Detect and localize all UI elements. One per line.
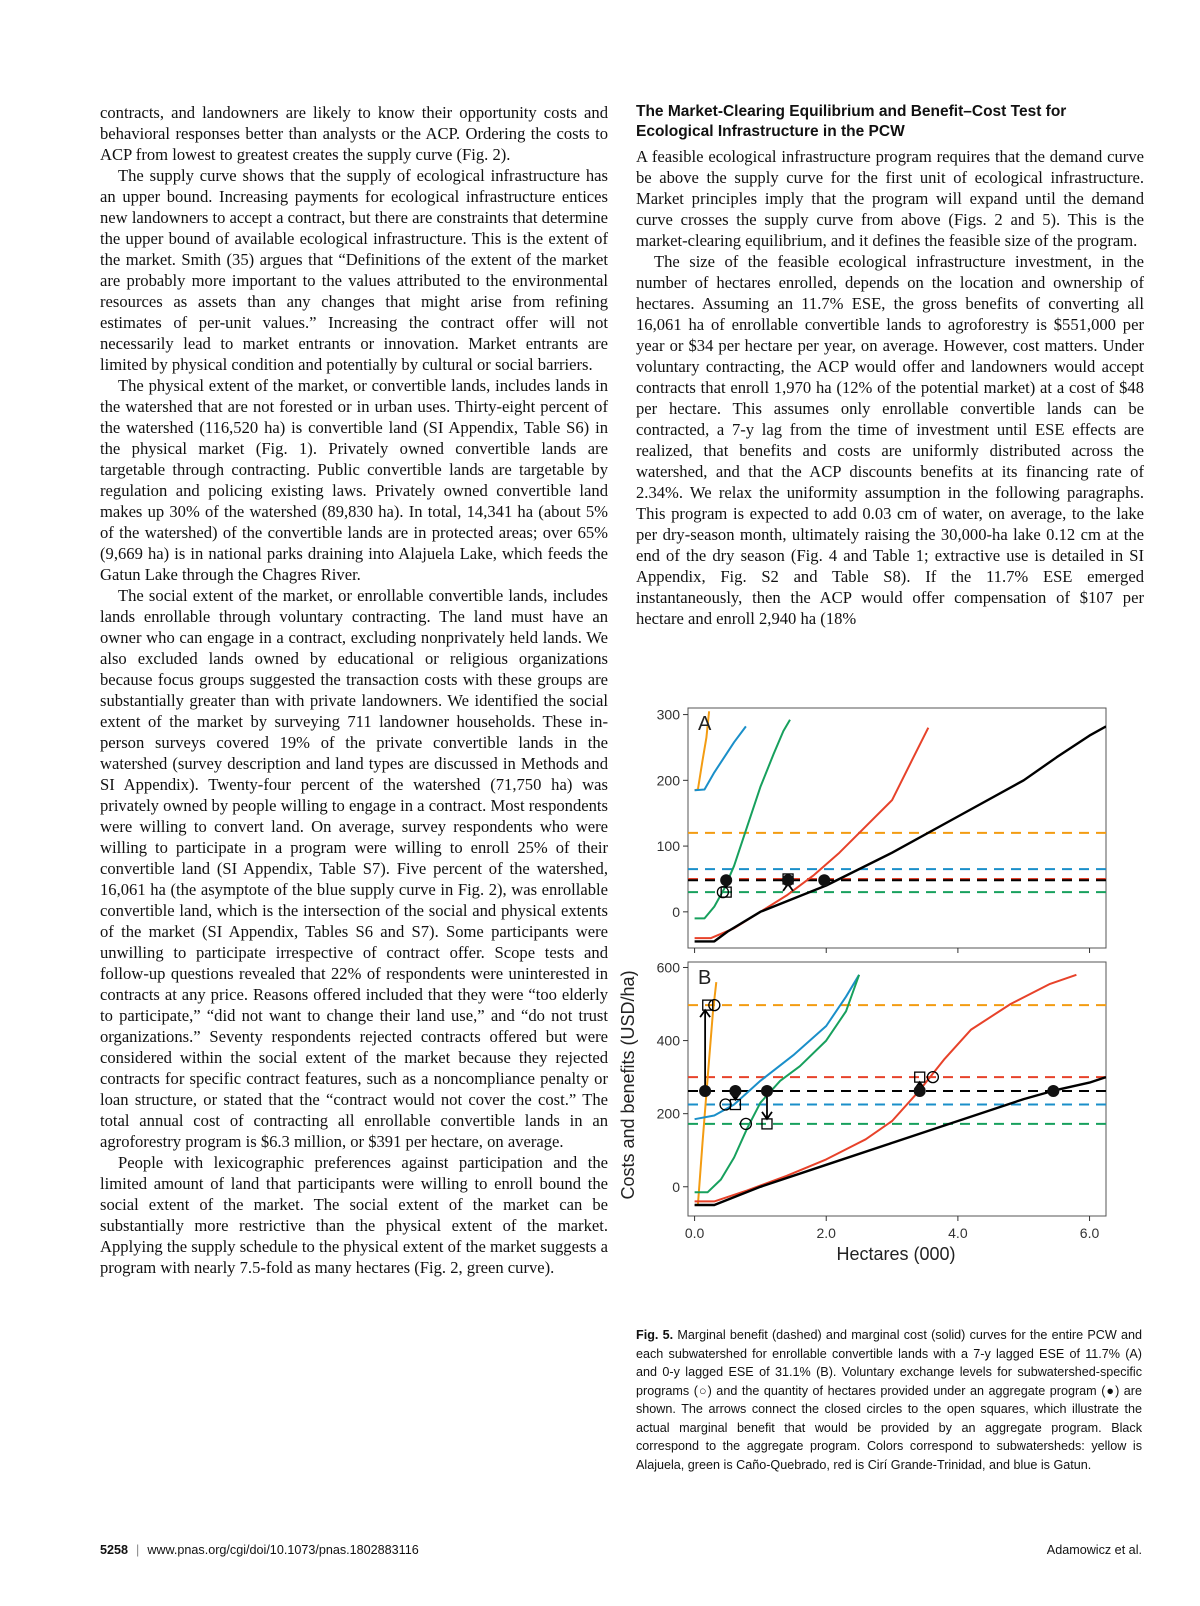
supply-curve-ca-o-quebrado bbox=[695, 720, 790, 919]
left-column bbox=[100, 102, 608, 1278]
panel-label: B bbox=[698, 967, 712, 989]
paragraph: The social extent of the market, or enrollable convertible lands, includes lands enrollable through voluntary contracting. The land must have an owner who can engage in a contract, excluding nonprivately held lands. We also excluded lands owned by educational or religious organizations because focus groups suggested the transaction costs with these groups are substantially greater than with private landowners. We identified the social extent of the market by surveying 711 landowner households. These in-person surveys covered 19% of the private convertible lands in the watershed (survey description and land types are discussed in Methods and SI Appendix). Twenty-four percent of the watershed (71,750 ha) was privately owned by people willing to engage in a contract. Most respondents were willing to convert land. On average, survey respondents who were willing to participate in a program were willing to enroll 25% of their convertible land (SI Appendix, Table S7). Five percent of the watershed, 16,061 ha (the asymptote of the blue supply curve in Fig. 2), was enrollable convertible land, which is the intersection of the social and physical extents of the market (SI Appendix, Tables S6 and S7). Some participants were unwilling to participate irrespective of contract offer. Scope tests and follow-up questions revealed that 22% of respondents were uninterested in contracts at any price. Reasons offered included that they were “too elderly to participate,” “did not want to change their land use,” and “do not trust organizations.” Seventy respondents rejected contracts offered but were considered within the social extent of the market because they rejected contracts for specific contract features, such as a noncompliance penalty or loan structure, or stated that the “contract would not cover the cost.” The total annual cost of contracting all enrollable convertible lands in an agroforestry program is $6.3 million, or $391 per hectare, on average. bbox=[100, 586, 608, 1151]
plot-area bbox=[688, 711, 1106, 941]
y-tick-label: 0 bbox=[672, 1178, 680, 1195]
section-heading: The Market-Clearing Equilibrium and Benefit–Cost Test for Ecological Infrastructure in the PCW bbox=[636, 103, 1067, 140]
panel-a bbox=[657, 707, 1106, 953]
author-credit: Adamowicz et al. bbox=[1046, 1543, 1142, 1557]
x-tick-label: 4.0 bbox=[948, 1225, 968, 1241]
supply-curve-aggregate bbox=[695, 1077, 1106, 1205]
paragraph: A feasible ecological infrastructure program requires that the demand curve be above the supply curve for the first unit of ecological infrastructure. Market principles imply that the program will expand until the demand curve crosses the supply curve from above (Figs. 2 and 5). This is the market-clearing equilibrium, and it defines the feasible size of the program. bbox=[636, 147, 1144, 250]
closed-circle-marker bbox=[1047, 1085, 1059, 1097]
plot-area bbox=[688, 975, 1106, 1205]
footer-separator: | bbox=[136, 1543, 140, 1557]
y-tick-label: 100 bbox=[656, 838, 680, 855]
figure-5-chart bbox=[618, 706, 1148, 1320]
closed-circle-marker bbox=[720, 874, 732, 886]
closed-circle-marker bbox=[914, 1085, 926, 1097]
closed-circle-marker bbox=[818, 874, 830, 886]
page-number: 5258 bbox=[100, 1543, 129, 1557]
paragraph: People with lexicographic preferences against participation and the limited amount of land that participants were willing to enroll bound the social extent of the market. The social extent of the market can be substantially more restrictive than the physical extent of the market. Applying the supply schedule to the physical extent of the market suggests a program with nearly 7.5-fold as many hectares (Fig. 2, green curve). bbox=[100, 1153, 608, 1277]
figure-caption bbox=[636, 1326, 1142, 1474]
closed-circle-marker bbox=[782, 874, 794, 886]
caption-label: Fig. 5. bbox=[636, 1328, 674, 1342]
y-tick-label: 200 bbox=[656, 772, 680, 789]
closed-circle-marker bbox=[761, 1085, 773, 1097]
right-column bbox=[636, 102, 1144, 629]
paragraph: The supply curve shows that the supply of ecological infrastructure has an upper bound. Increasing payments for ecological infrastructure entices new landowners to accept a contract, but there are constraints that determine the upper bound of available ecological infrastructure. This is the extent of the market. Smith (35) argues that “Definitions of the extent of the market are probably more important to the values attributed to the environmental resources as assets than any changes that might arise from refining estimates of per-unit values.” Increasing the contract offer will not necessarily lead to market entrants or innovation. Market entrants are limited by physical condition and potentially by cultural or social barriers. bbox=[100, 166, 608, 374]
paragraph: The physical extent of the market, or convertible lands, includes lands in the watershed that are not forested or in urban uses. Thirty-eight percent of the watershed (116,520 ha) is convertible land (SI Appendix, Table S6) in the physical market (Fig. 1). Privately owned convertible lands are targetable through contracting. Public convertible lands are targetable by regulation and policing existing laws. Privately owned convertible land makes up 30% of the watershed (89,830 ha). In total, 14,341 ha (about 5% of the watershed) of the convertible lands are in protected areas; over 65% (9,669 ha) is in national parks draining into Alajuela Lake, which feeds the Gatun Lake through the Chagres River. bbox=[100, 376, 608, 584]
paragraph: The size of the feasible ecological infrastructure investment, in the number of hectares enrolled, depends on the location and ownership of hectares. Assuming an 11.7% ESE, the gross benefits of converting all 16,061 ha of enrollable convertible lands to agroforestry is $551,000 per year or $34 per hectare per year, on average. However, cost matters. Under voluntary contracting, the ACP would offer and landowners would accept contracts that enroll 1,970 ha (12% of the potential market) at a cost of $48 per hectare. This assumes only enrollable convertible lands can be contracted, a 7-y lag from the time of investment until ESE effects are realized, that benefits and costs are uniformly distributed across the watershed, and that the ACP discounts benefits at its financing rate of 2.34%. We relax the uniformity assumption in the following paragraphs. This program is expected to add 0.03 cm of water, on average, to the lake per dry-season month, ultimately raising the 30,000-ha lake 0.12 cm at the end of the dry season (Fig. 4 and Table 1; extractive use is detailed in SI Appendix, Fig. S2 and Table S8). If the 11.7% ESE emerged instantaneously, then the ACP would offer compensation of $107 per hectare and enroll 2,940 ha (18% bbox=[636, 252, 1144, 628]
y-tick-label: 400 bbox=[656, 1032, 680, 1049]
y-tick-label: 0 bbox=[672, 903, 680, 920]
figure-5 bbox=[618, 706, 1148, 1320]
supply-curve-gatun bbox=[695, 975, 860, 1119]
y-axis-label: Costs and benefits (USD/ha) bbox=[618, 970, 638, 1200]
x-tick-label: 6.0 bbox=[1079, 1225, 1100, 1241]
page-footer bbox=[100, 1543, 1142, 1561]
closed-circle-marker bbox=[729, 1085, 741, 1097]
doi-link[interactable]: www.pnas.org/cgi/doi/10.1073/pnas.1802883116 bbox=[147, 1543, 419, 1557]
panel-label: A bbox=[698, 713, 712, 735]
y-tick-label: 200 bbox=[656, 1105, 680, 1122]
x-tick-label: 0.0 bbox=[684, 1225, 705, 1241]
panel-b bbox=[657, 959, 1106, 1241]
closed-circle-marker bbox=[699, 1085, 711, 1097]
y-tick-label: 300 bbox=[656, 706, 680, 723]
panel-frame bbox=[688, 708, 1106, 948]
y-tick-label: 600 bbox=[656, 959, 680, 976]
x-tick-label: 2.0 bbox=[816, 1225, 836, 1241]
paragraph: contracts, and landowners are likely to know their opportunity costs and behavioral responses better than analysts or the ACP. Ordering the costs to ACP from lowest to greatest creates the supply curve (Fig. 2). bbox=[100, 103, 608, 164]
x-axis-label: Hectares (000) bbox=[836, 1244, 956, 1264]
caption-text: Marginal benefit (dashed) and marginal cost (solid) curves for the entire PCW and each subwatershed for enrollable convertible lands with a 7-y lagged ESE of 11.7% (A) and 0-y lagged ESE of 31.1% (B). Voluntary exchange levels for subwatershed-specific programs (○) and the quantity of hectares provided under an aggregate program (●) are shown. The arrows connect the closed circles to the open squares, which illustrate the actual marginal benefit that would be provided by an aggregate program. Black correspond to the aggregate program. Colors correspond to subwatersheds: yellow is Alajuela, green is Caño-Quebrado, red is Cirí Grande-Trinidad, and blue is Gatun. bbox=[636, 1328, 1143, 1472]
